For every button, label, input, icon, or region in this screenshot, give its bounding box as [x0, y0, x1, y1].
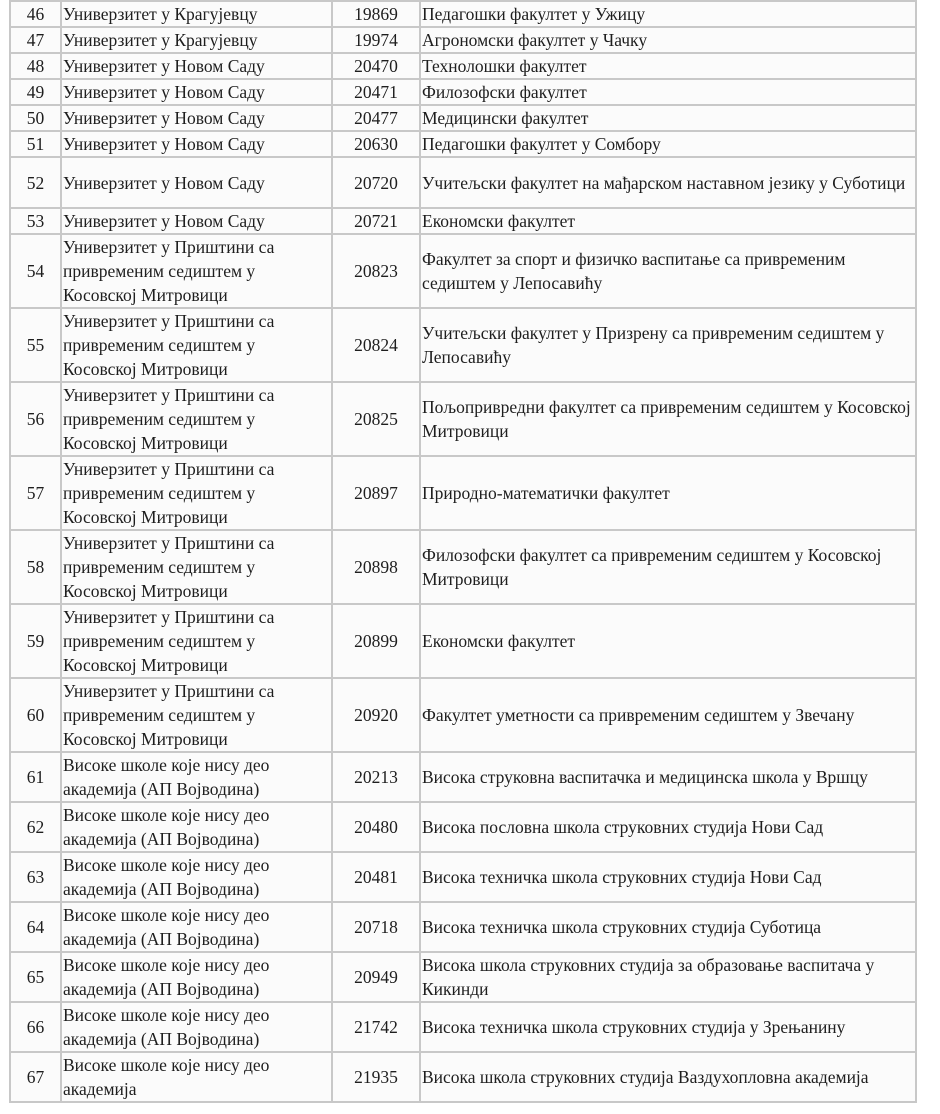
- table-row: [10, 53, 916, 79]
- university-cell: Универзитет у Новом Саду: [61, 53, 332, 79]
- institution-code-cell: 20477: [332, 105, 420, 131]
- row-number-cell: 55: [10, 308, 61, 382]
- faculty-cell: Висока школа струковних студија Ваздухопловна академија: [420, 1052, 916, 1102]
- university-cell: Универзитет у Новом Саду: [61, 79, 332, 105]
- row-number-cell: 61: [10, 752, 61, 802]
- row-number-cell: 53: [10, 208, 61, 234]
- university-cell: Универзитет у Новом Саду: [61, 157, 332, 208]
- table-row: [10, 852, 916, 902]
- table-row: [10, 131, 916, 157]
- faculty-cell: Висока струковна васпитачка и медицинска школа у Вршцу: [420, 752, 916, 802]
- institution-code-cell: 20949: [332, 952, 420, 1002]
- institution-code-cell: 20471: [332, 79, 420, 105]
- table-row: [10, 1, 916, 27]
- table-row: [10, 1002, 916, 1052]
- faculty-cell: Висока пословна школа струковних студија Нови Сад: [420, 802, 916, 852]
- institution-code-cell: 20720: [332, 157, 420, 208]
- university-cell: Универзитет у Приштини са привременим седиштем у Косовској Митровици: [61, 234, 332, 308]
- faculty-cell: Филозофски факултет: [420, 79, 916, 105]
- university-cell: Високе школе које нису део академија (АП Војводина): [61, 952, 332, 1002]
- table-row: [10, 802, 916, 852]
- row-number-cell: 64: [10, 902, 61, 952]
- institution-code-cell: 20481: [332, 852, 420, 902]
- institution-code-cell: 20470: [332, 53, 420, 79]
- institution-code-cell: 20899: [332, 604, 420, 678]
- institution-code-cell: 20897: [332, 456, 420, 530]
- university-cell: Универзитет у Приштини са привременим седиштем у Косовској Митровици: [61, 678, 332, 752]
- university-cell: Универзитет у Приштини са привременим седиштем у Косовској Митровици: [61, 604, 332, 678]
- row-number-cell: 50: [10, 105, 61, 131]
- table-row: [10, 79, 916, 105]
- faculty-cell: Природно-математички факултет: [420, 456, 916, 530]
- faculty-cell: Факултет уметности са привременим седиштем у Звечану: [420, 678, 916, 752]
- row-number-cell: 57: [10, 456, 61, 530]
- faculty-cell: Учитељски факултет на мађарском наставном језику у Суботици: [420, 157, 916, 208]
- table-row: [10, 234, 916, 308]
- institution-code-cell: 20825: [332, 382, 420, 456]
- faculty-cell: Економски факултет: [420, 208, 916, 234]
- row-number-cell: 49: [10, 79, 61, 105]
- table-row: [10, 27, 916, 53]
- row-number-cell: 46: [10, 1, 61, 27]
- institution-code-cell: 19869: [332, 1, 420, 27]
- table-row: [10, 157, 916, 208]
- row-number-cell: 59: [10, 604, 61, 678]
- table-body: [10, 1, 916, 1102]
- institution-code-cell: 21935: [332, 1052, 420, 1102]
- faculty-cell: Учитељски факултет у Призрену са привременим седиштем у Лепосавићу: [420, 308, 916, 382]
- institution-code-cell: 20213: [332, 752, 420, 802]
- university-cell: Универзитет у Крагујевцу: [61, 27, 332, 53]
- faculty-cell: Висока техничка школа струковних студија Суботица: [420, 902, 916, 952]
- table-row: [10, 530, 916, 604]
- faculty-cell: Висока школа струковних студија за образовање васпитача у Кикинди: [420, 952, 916, 1002]
- row-number-cell: 67: [10, 1052, 61, 1102]
- university-cell: Високе школе које нису део академија (АП Војводина): [61, 1002, 332, 1052]
- table-row: [10, 308, 916, 382]
- faculty-cell: Висока техничка школа струковних студија у Зрењанину: [420, 1002, 916, 1052]
- faculty-cell: Економски факултет: [420, 604, 916, 678]
- university-cell: Високе школе које нису део академија: [61, 1052, 332, 1102]
- institution-code-cell: 19974: [332, 27, 420, 53]
- faculty-cell: Факултет за спорт и физичко васпитање са привременим седиштем у Лепосавићу: [420, 234, 916, 308]
- university-cell: Универзитет у Новом Саду: [61, 208, 332, 234]
- row-number-cell: 51: [10, 131, 61, 157]
- row-number-cell: 54: [10, 234, 61, 308]
- faculty-cell: Педагошки факултет у Ужицу: [420, 1, 916, 27]
- row-number-cell: 66: [10, 1002, 61, 1052]
- university-cell: Високе школе које нису део академија (АП Војводина): [61, 902, 332, 952]
- faculty-cell: Пољопривредни факултет са привременим седиштем у Косовској Митровици: [420, 382, 916, 456]
- row-number-cell: 62: [10, 802, 61, 852]
- table-row: [10, 952, 916, 1002]
- institution-code-cell: 21742: [332, 1002, 420, 1052]
- university-cell: Универзитет у Крагујевцу: [61, 1, 332, 27]
- row-number-cell: 47: [10, 27, 61, 53]
- faculty-cell: Висока техничка школа струковних студија Нови Сад: [420, 852, 916, 902]
- row-number-cell: 63: [10, 852, 61, 902]
- institution-code-cell: 20823: [332, 234, 420, 308]
- row-number-cell: 58: [10, 530, 61, 604]
- table-row: [10, 604, 916, 678]
- table-row: [10, 456, 916, 530]
- faculty-cell: Технолошки факултет: [420, 53, 916, 79]
- faculty-cell: Медицински факултет: [420, 105, 916, 131]
- institution-code-cell: 20920: [332, 678, 420, 752]
- university-cell: Универзитет у Новом Саду: [61, 105, 332, 131]
- table-row: [10, 1052, 916, 1102]
- faculty-cell: Филозофски факултет са привременим седиштем у Косовској Митровици: [420, 530, 916, 604]
- table-row: [10, 208, 916, 234]
- university-cell: Високе школе које нису део академија (АП Војводина): [61, 852, 332, 902]
- institution-code-cell: 20480: [332, 802, 420, 852]
- row-number-cell: 60: [10, 678, 61, 752]
- row-number-cell: 48: [10, 53, 61, 79]
- institution-code-cell: 20721: [332, 208, 420, 234]
- faculty-cell: Агрономски факултет у Чачку: [420, 27, 916, 53]
- institution-code-cell: 20898: [332, 530, 420, 604]
- university-cell: Високе школе које нису део академија (АП Војводина): [61, 752, 332, 802]
- table-row: [10, 105, 916, 131]
- row-number-cell: 52: [10, 157, 61, 208]
- institution-code-cell: 20630: [332, 131, 420, 157]
- university-cell: Универзитет у Приштини са привременим седиштем у Косовској Митровици: [61, 456, 332, 530]
- university-cell: Универзитет у Приштини са привременим седиштем у Косовској Митровици: [61, 530, 332, 604]
- row-number-cell: 56: [10, 382, 61, 456]
- table-row: [10, 678, 916, 752]
- institutions-table: [9, 0, 917, 1103]
- table-row: [10, 902, 916, 952]
- university-cell: Универзитет у Приштини са привременим седиштем у Косовској Митровици: [61, 382, 332, 456]
- faculty-cell: Педагошки факултет у Сомбору: [420, 131, 916, 157]
- row-number-cell: 65: [10, 952, 61, 1002]
- university-cell: Универзитет у Новом Саду: [61, 131, 332, 157]
- university-cell: Универзитет у Приштини са привременим седиштем у Косовској Митровици: [61, 308, 332, 382]
- institution-code-cell: 20824: [332, 308, 420, 382]
- table-row: [10, 382, 916, 456]
- table-row: [10, 752, 916, 802]
- university-cell: Високе школе које нису део академија (АП Војводина): [61, 802, 332, 852]
- institution-code-cell: 20718: [332, 902, 420, 952]
